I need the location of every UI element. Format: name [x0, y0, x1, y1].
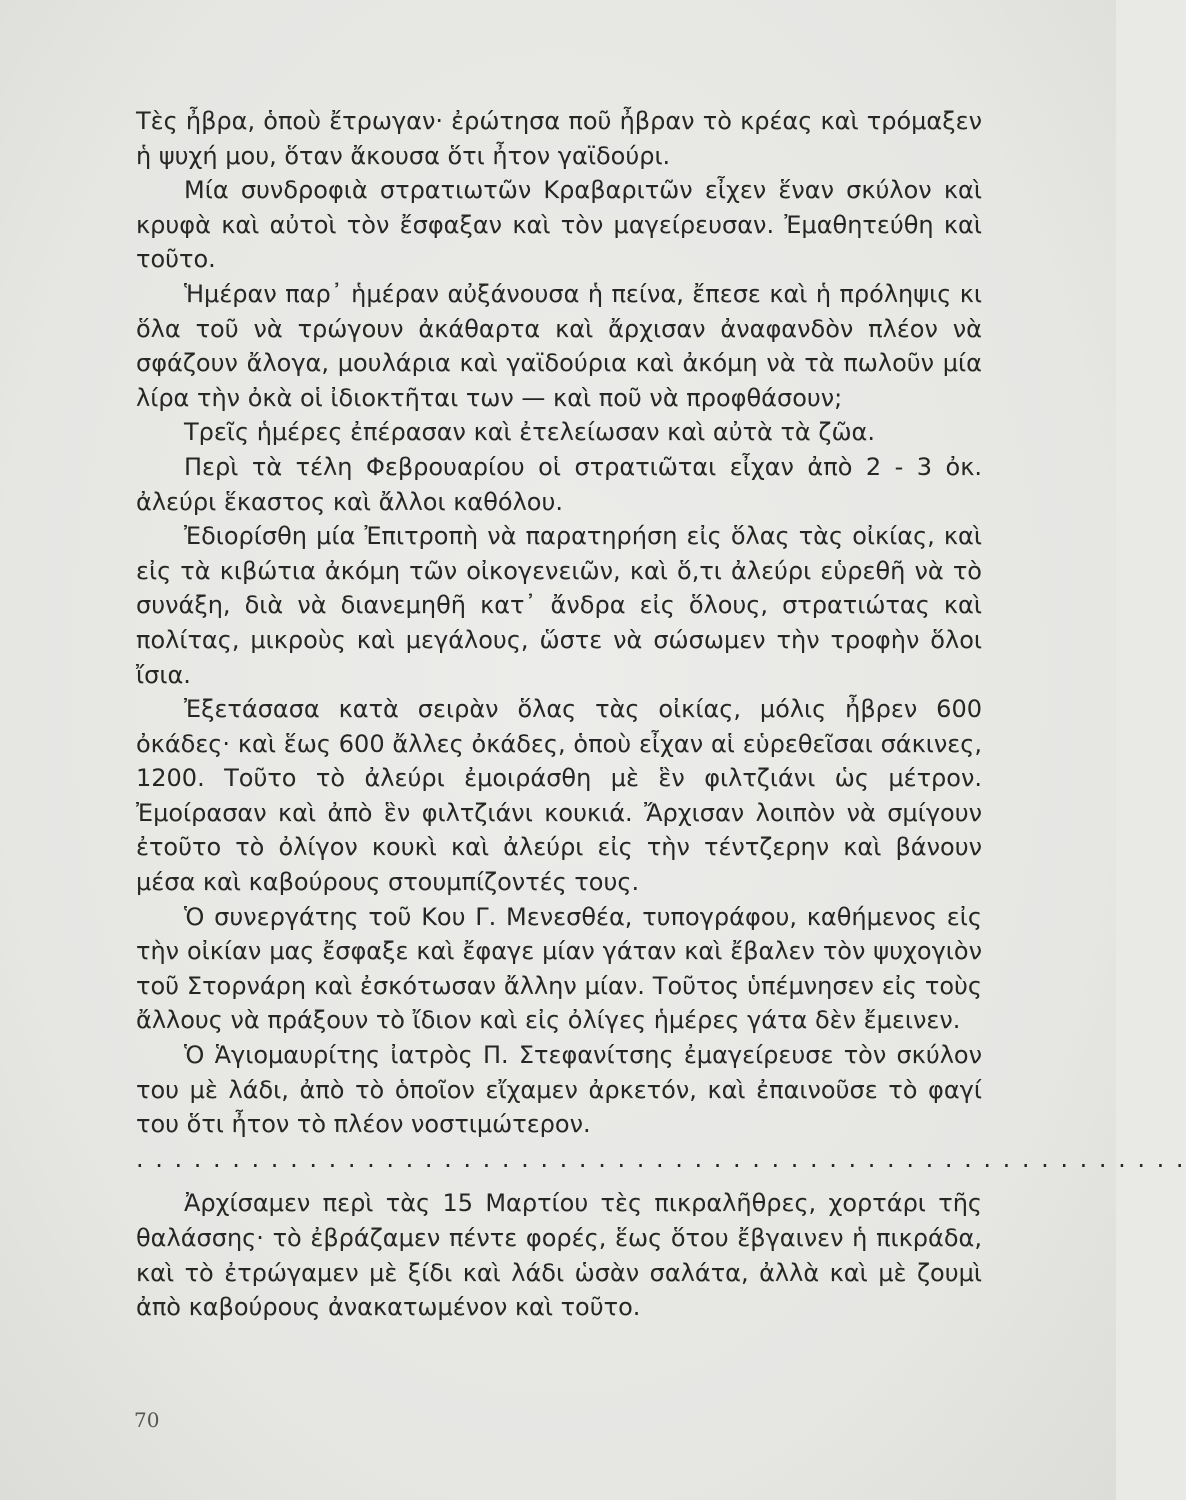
body-text	[136, 104, 1186, 1325]
paragraph-2: Μία συνδροφιὰ στρατιωτῶν Κραβαριτῶν εἶχεν ἕναν σκύλον καὶ κρυφὰ καὶ αὐτοὶ τὸν ἔσφαξαν καὶ τὸν μαγείρευσαν. Ἐμαθητεύθη καὶ τοῦτο.	[136, 176, 982, 274]
paragraph-9: Ὁ Ἁγιομαυρίτης ἰατρὸς Π. Στεφανίτσης ἐμαγείρευσε τὸν σκύλον του μὲ λάδι, ἀπὸ τὸ ὁποῖον εἴχαμεν ἀρκετόν, καὶ ἐπαινοῦσε τὸ φαγί του ὅτι ἦτον τὸ πλέον νοστιμώτερον.	[136, 1041, 982, 1139]
paragraph-3: Ἡμέραν παρ᾽ ἡμέραν αὐξάνουσα ἡ πείνα, ἔπεσε καὶ ἡ πρόληψις κι ὅλα τοῦ νὰ τρώγουν ἀκάθαρτα καὶ ἄρχισαν ἀναφανδὸν πλέον νὰ σφάζουν ἄλογα, μουλάρια καὶ γαϊδούρια καὶ ἀκόμη νὰ τὰ πωλοῦν μία λίρα τὴν ὀκὰ οἱ ἰδιοκτῆται των — καὶ ποῦ νὰ προφθάσουν;	[136, 279, 982, 412]
paragraph-7: Ἐξετάσασα κατὰ σειρὰν ὅλας τὰς οἰκίας, μόλις ἦβρεν 600 ὀκάδες· καὶ ἕως 600 ἄλλες ὀκάδες, ὁποὺ εἶχαν αἱ εὑρεθεῖσαι σάκινες, 1200. Τοῦτο τὸ ἀλεύρι ἐμοιράσθη μὲ ἓν φιλτζιάνι ὡς μέτρον. Ἐμοίρασαν καὶ ἀπὸ ἓν φιλτζιάνι κουκιά. Ἄρχισαν λοιπὸν νὰ σμίγουν ἐτοῦτο τὸ ὀλίγον κουκὶ καὶ ἀλεύρι εἰς τὴν τέντζερην καὶ βάνουν μέσα καὶ καβούρους στουμπίζοντές τους.	[136, 695, 982, 897]
paragraph-8: Ὁ συνεργάτης τοῦ Κου Γ. Μενεσθέα, τυπογράφου, καθήμενος εἰς τὴν οἰκίαν μας ἔσφαξε καὶ ἔφαγε μίαν γάταν καὶ ἔβαλεν τὸν ψυχογιὸν τοῦ Στορνάρη καὶ ἐσκότωσαν ἄλλην μίαν. Τοῦτος ὑπέμνησεν εἰς τοὺς ἄλλους νὰ πράξουν τὸ ἴδιον καὶ εἰς ὀλίγες ἡμέρες γάτα δὲν ἔμεινεν.	[136, 902, 982, 1035]
paragraph-1: Τὲς ἦβρα, ὁποὺ ἔτρωγαν· ἐρώτησα ποῦ ἦβραν τὸ κρέας καὶ τρόμαξεν ἡ ψυχή μου, ὅταν ἄκουσα ὅτι ἦτον γαϊδούρι.	[136, 107, 982, 170]
paragraph-6: Ἐδιορίσθη μία Ἐπιτροπὴ νὰ παρατηρήση εἰς ὅλας τὰς οἰκίας, καὶ εἰς τὰ κιβώτια ἀκόμη τῶν οἰκογενειῶν, καὶ ὅ,τι ἀλεύρι εὑρεθῆ νὰ τὸ συνάξη, διὰ νὰ διανεμηθῆ κατ᾽ ἄνδρα εἰς ὅλους, στρατιώτας καὶ πολίτας, μικροὺς καὶ μεγάλους, ὥστε νὰ σώσωμεν τὴν τροφὴν ὅλοι ἴσια.	[136, 522, 982, 689]
paragraph-4: Τρεῖς ἡμέρες ἐπέρασαν καὶ ἐτελείωσαν καὶ αὐτὰ τὰ ζῶα.	[184, 418, 875, 447]
separator-gap	[136, 1176, 982, 1186]
ellipsis-separator: . . . . . . . . . . . . . . . . . . . . . . . . . . . . . . . . . . . . . . . . . . . . . . . . . . . . . . .	[136, 1144, 1186, 1173]
final-paragraph: Ἀρχίσαμεν περὶ τὰς 15 Μαρτίου τὲς πικραλῆθρες, χορτάρι τῆς θαλάσσης· τὸ ἐβράζαμεν πέντε φορές, ἕως ὅτου ἔβγαινεν ἡ πικράδα, καὶ τὸ ἐτρώγαμεν μὲ ξίδι καὶ λάδι ὡσὰν σαλάτα, ἀλλὰ καὶ μὲ ζουμὶ ἀπὸ καβούρους ἀνακατωμένον καὶ τοῦτο.	[136, 1189, 982, 1322]
page-number: 70	[134, 1408, 160, 1432]
paragraph-5: Περὶ τὰ τέλη Φεβρουαρίου οἱ στρατιῶται εἶχαν ἀπὸ 2 - 3 ὀκ. ἀλεύρι ἕκαστος καὶ ἄλλοι καθόλου.	[136, 452, 982, 516]
